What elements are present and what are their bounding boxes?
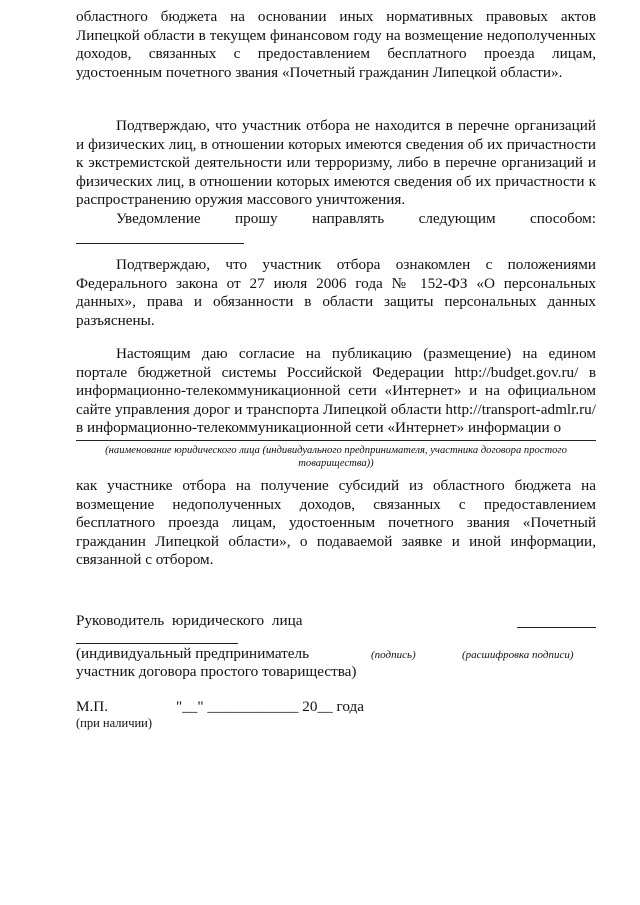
if-any-label: (при наличии) [76,716,153,730]
paragraph-funding-basis [76,8,596,82]
organization-name-field-line [76,440,596,441]
paragraph-publication-consent [76,345,596,438]
organization-name-caption: (наименование юридического лица (индивидуального предпринимателя, участника договора простого товарищества)) [105,445,567,469]
notification-method-field-line [76,243,244,244]
date-line: "__" ____________ 20__ года [176,698,364,715]
paragraph-text: Подтверждаю, что участник отбора ознакомлен с положениями Федерального закона от 27 июля 2006 года № 152-ФЗ «О персональных данных», права и обязанности в области защиты персональных данных разъяснены. [76,256,596,329]
paragraph-participant-info [76,477,596,570]
name-line [76,643,238,644]
paragraph-extremism-statement [76,117,596,210]
stamp-label: М.П. [76,698,109,715]
paragraph-text: Настоящим даю согласие на публикацию (размещение) на едином портале бюджетной системы Российской Федерации http://budget.gov.ru/ в информационно-телекоммуникационной сети «Интернет» и на официальном сайте управления дорог и транспорта Липецкой области http://transport-admlr.ru/ в информационно-телекоммуникационной сети «Интернет» информации о [76,345,596,437]
paragraph-text: Подтверждаю, что участник отбора не находится в перечне организаций и физических лиц, в отношении которых имеются сведения об их причастности к экстремистской деятельности или терроризму, либо в перечне организаций и физических лиц, в отношении которых имеются сведения об их причастности к распространению оружия массового уничтожения. [76,117,596,209]
paragraph-personal-data [76,256,596,330]
head-label: Руководитель юридического лица [76,612,303,629]
paragraph-text: областного бюджета на основании иных нормативных правовых актов Липецкой области в текущем финансовом году на возмещение недополученных доходов, связанных с предоставлением бесплатного проезда лицам, удостоенным почетного звания «Почетный гражданин Липецкой области». [76,8,596,81]
paragraph-notification-method [76,210,596,229]
participant-label: участник договора простого товарищества) [76,663,357,680]
paragraph-text: как участнике отбора на получение субсидий из областного бюджета на возмещение недополученных доходов, связанных с предоставлением бесплатного проезда лицам, удостоенным почетного звания «Почетный гражданин Липецкой области», о подаваемой заявке и иной информации, связанной с отбором. [76,477,596,569]
decode-caption: (расшифровка подписи) [462,649,574,661]
signature-caption: (подпись) [371,649,416,661]
ip-label: (индивидуальный предприниматель [76,645,310,662]
paragraph-text: Уведомление прошу направлять следующим способом: [116,210,596,227]
signature-line [517,627,596,628]
